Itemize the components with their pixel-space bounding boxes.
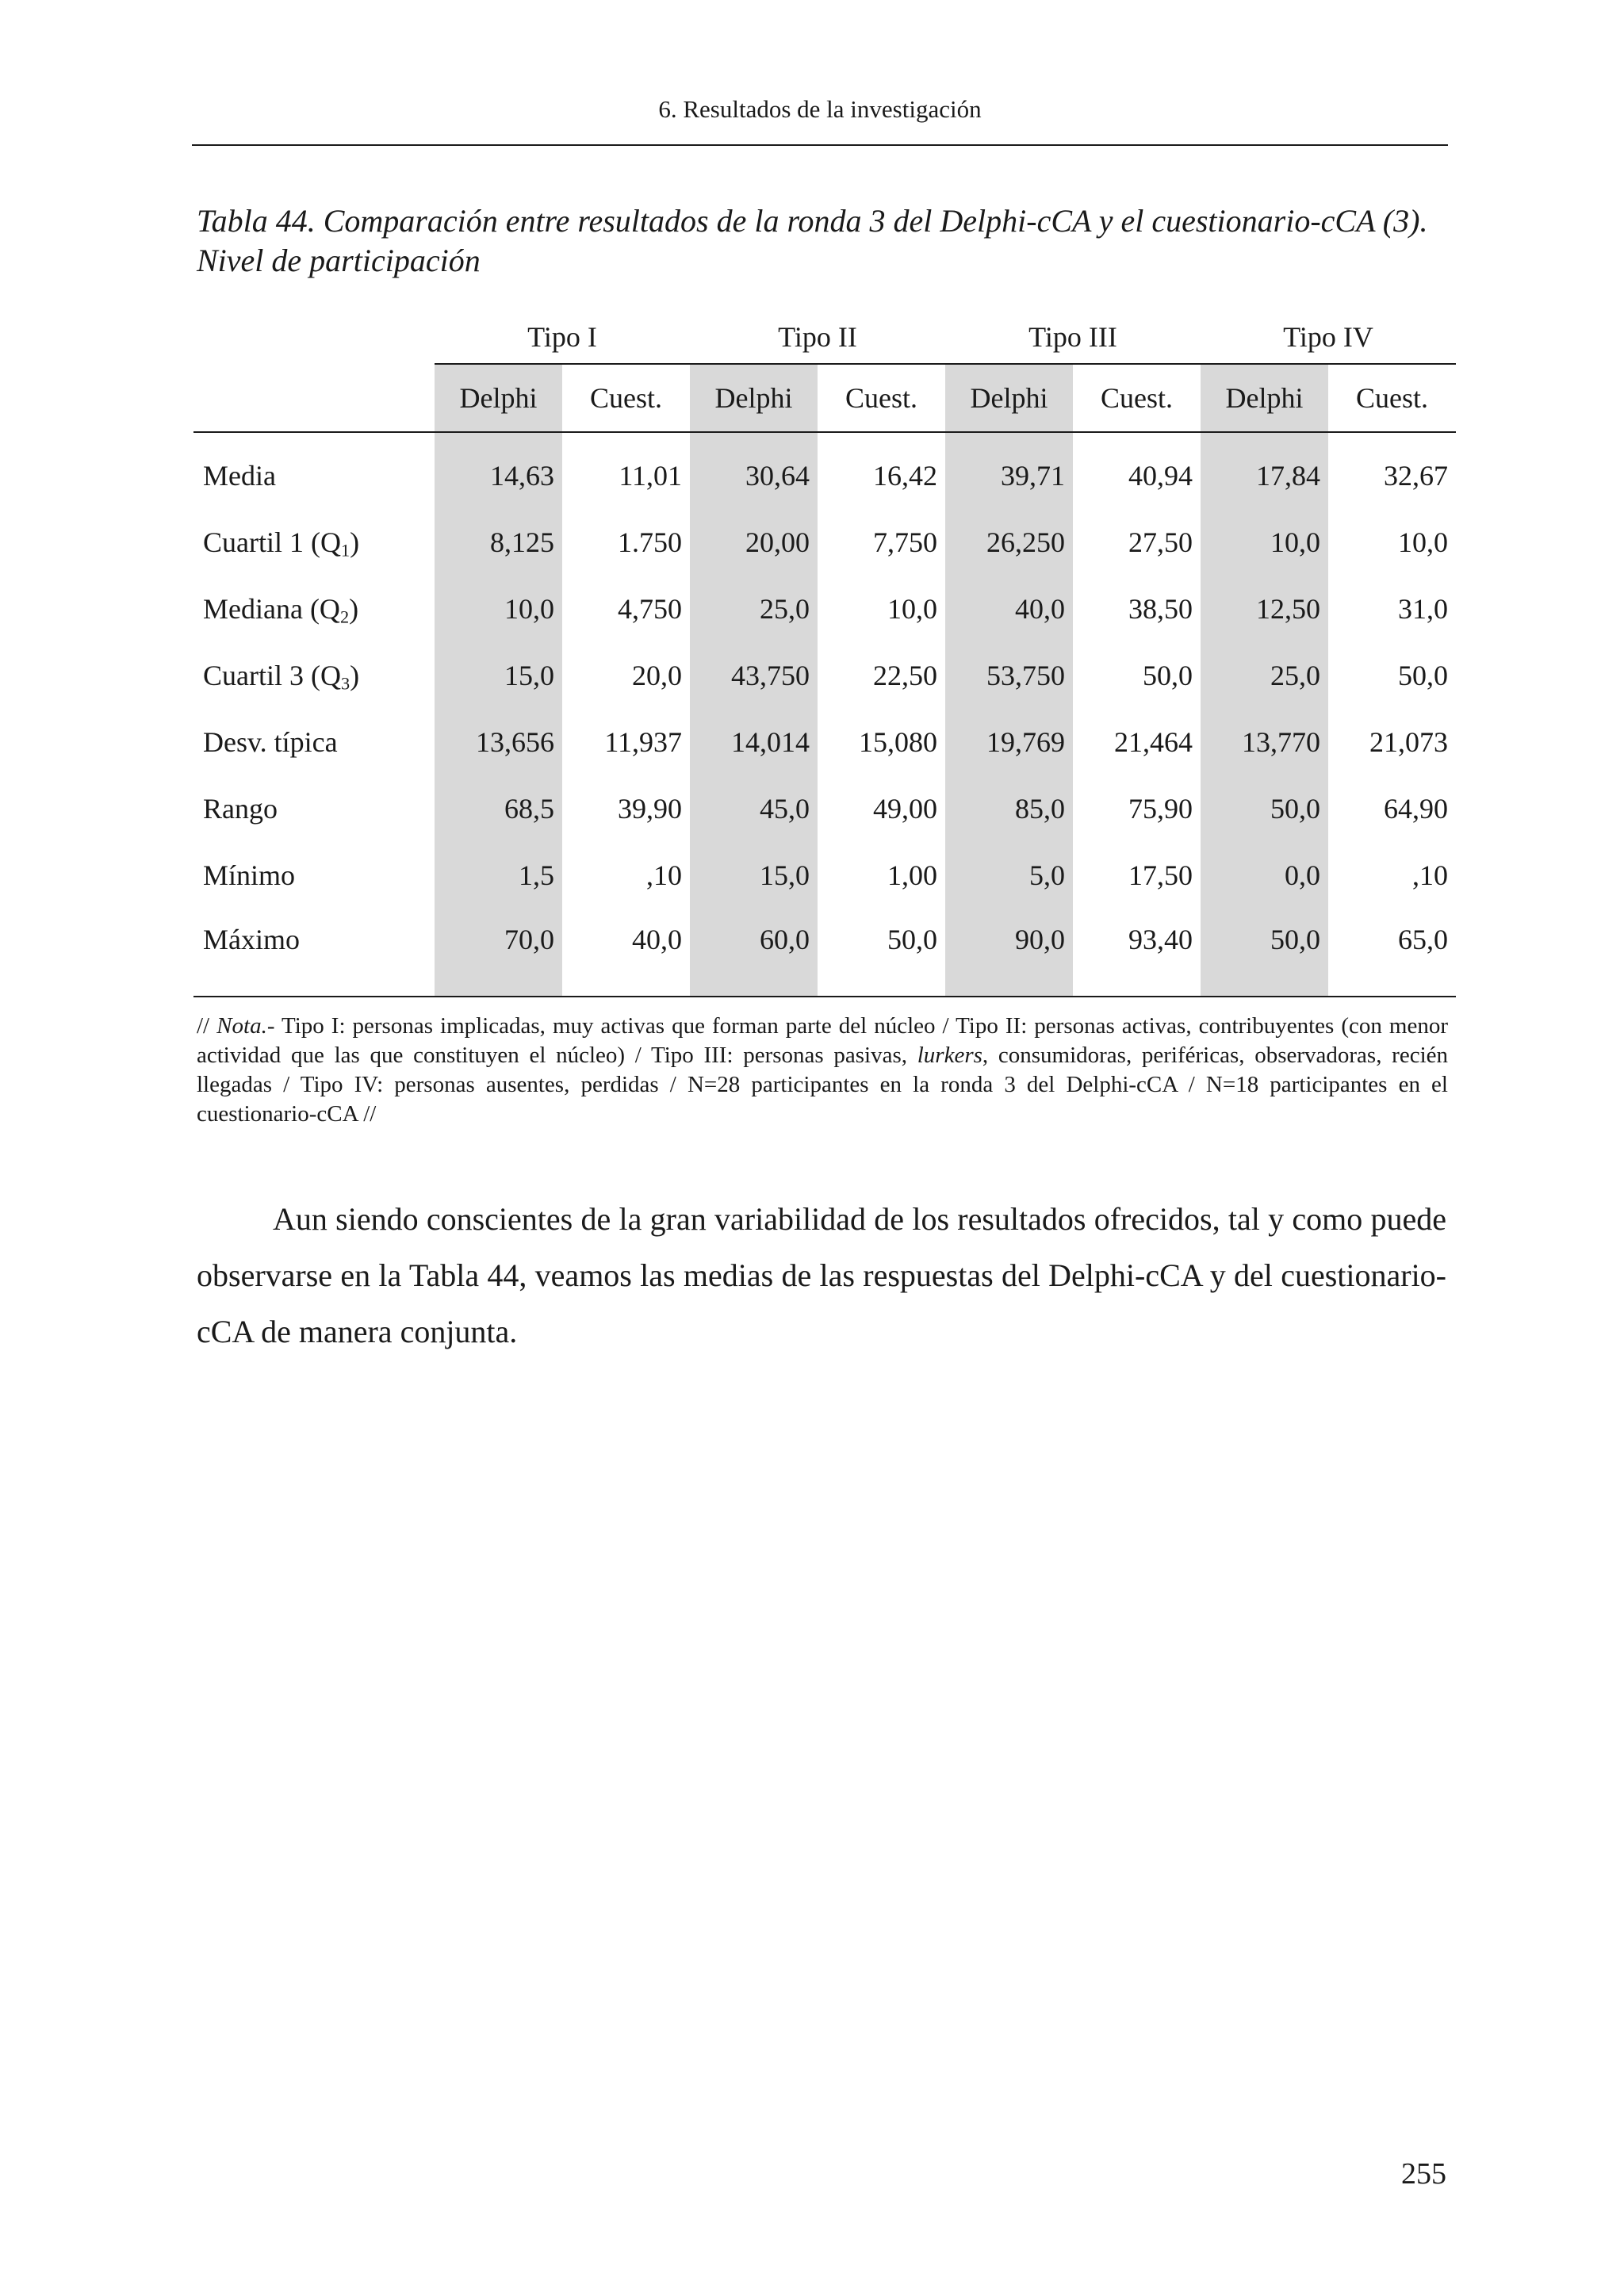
value-cell: 19,769: [945, 709, 1073, 775]
subheader-cell: Delphi: [690, 364, 818, 432]
value-cell: 85,0: [945, 775, 1073, 842]
value-cell: 8,125: [435, 509, 562, 576]
value-cell: 32,67: [1384, 460, 1449, 492]
value-cell: 21,073: [1369, 726, 1449, 758]
subheader-cell: Cuest.: [818, 364, 945, 432]
table-row: [193, 576, 1456, 642]
row-label-text: Mínimo: [203, 859, 296, 891]
running-header: 6. Resultados de la investigación: [658, 95, 982, 123]
value-cell: 39,71: [945, 442, 1073, 509]
row-label-text: Cuartil 3 (Q: [203, 660, 341, 691]
row-label-text: Mediana (Q: [203, 593, 340, 625]
value-cell: 25,0: [1201, 642, 1328, 709]
table-row: [193, 709, 1456, 775]
table-row: [193, 842, 1456, 909]
value-cell: 93,40: [1073, 909, 1201, 997]
value-cell: 20,00: [690, 509, 818, 576]
corner-cell: [193, 364, 435, 432]
value-cell: 7,750: [873, 526, 938, 558]
row-label-suffix: ): [349, 593, 359, 625]
row-label-text: Rango: [203, 793, 278, 825]
subheader-cell: Cuest.: [562, 364, 690, 432]
value-cell: 5,0: [945, 842, 1073, 909]
value-cell: 39,90: [618, 793, 682, 825]
spacer-cell: [435, 432, 562, 442]
value-cell: 64,90: [1384, 793, 1449, 825]
note-lead: Nota.-: [216, 1013, 275, 1039]
row-label: [193, 509, 435, 576]
value-cell: 10,0: [1201, 509, 1328, 576]
row-label-text: Cuartil 1 (Q: [203, 526, 341, 558]
body-paragraph: Aun siendo conscientes de la gran variabilidad de los resultados ofrecidos, tal y como puede observarse en la Tabla 44, veamos las medias de las respuestas del Delphi-cCA y del cuestionario-cCA de manera conjunta.: [197, 1201, 1446, 1349]
value-cell: 49,00: [873, 793, 938, 825]
spacer-cell: [818, 432, 945, 442]
value-cell: 10,0: [435, 576, 562, 642]
value-cell: 40,0: [562, 909, 690, 997]
value-cell: 50,0: [1201, 909, 1328, 997]
value-cell: 68,5: [435, 775, 562, 842]
value-cell: 1.750: [618, 526, 682, 558]
value-cell: 16,42: [873, 460, 938, 492]
spacer-row: [193, 432, 1456, 442]
value-cell: 11,01: [619, 460, 682, 492]
value-cell: 40,0: [945, 576, 1073, 642]
note-open: //: [197, 1013, 210, 1039]
value-cell: 90,0: [945, 909, 1073, 997]
spacer-cell: [1201, 432, 1328, 442]
row-label: [193, 642, 435, 709]
subheader-cell: Delphi: [945, 364, 1073, 432]
value-cell: 14,63: [435, 442, 562, 509]
note-part1: Tipo I: personas implicadas, muy activas que forman parte del núcleo / Tipo II: personas activas, contribuyentes (con menor actividad que las que constituyen el núcleo) / Tipo III: personas pasivas,: [197, 1013, 1449, 1068]
group-header: Tipo III: [945, 311, 1201, 364]
value-cell: 10,0: [887, 593, 938, 625]
spacer-cell: [193, 432, 435, 442]
spacer-cell: [562, 432, 690, 442]
value-cell: 65,0: [1328, 909, 1456, 997]
subheader-cell: Delphi: [1201, 364, 1328, 432]
group-header: Tipo I: [435, 311, 690, 364]
table-row: [193, 509, 1456, 576]
value-cell: 13,656: [435, 709, 562, 775]
value-cell: 22,50: [873, 660, 938, 691]
corner-cell: [193, 311, 435, 364]
value-cell: 75,90: [1128, 793, 1193, 825]
value-cell: 10,0: [1398, 526, 1449, 558]
row-label-text: Máximo: [203, 924, 300, 955]
value-cell: 50,0: [818, 909, 945, 997]
spacer-cell: [690, 432, 818, 442]
table-body: [193, 432, 1456, 997]
row-label: [193, 442, 435, 509]
value-cell: 50,0: [1398, 660, 1449, 691]
value-cell: 38,50: [1128, 593, 1193, 625]
row-label: [193, 909, 435, 997]
statistics-table: [193, 311, 1456, 997]
row-label-text: Media: [203, 460, 276, 492]
value-cell: 14,014: [690, 709, 818, 775]
row-label: [193, 775, 435, 842]
value-cell: 27,50: [1128, 526, 1193, 558]
row-label-subscript: 1: [340, 540, 350, 561]
table-caption: Tabla 44. Comparación entre resultados de la ronda 3 del Delphi-cCA y el cuestionario-cCA (3). Nivel de participación: [197, 203, 1428, 278]
value-cell: 20,0: [632, 660, 682, 691]
row-label: [193, 576, 435, 642]
table-row: [193, 442, 1456, 509]
row-label-subscript: 3: [340, 673, 350, 694]
subheader-cell: Delphi: [435, 364, 562, 432]
spacer-cell: [1328, 432, 1456, 442]
group-header-row: [193, 311, 1456, 364]
value-cell: 15,080: [859, 726, 938, 758]
table-row: [193, 909, 1456, 997]
value-cell: 45,0: [690, 775, 818, 842]
row-label-subscript: 2: [339, 607, 350, 627]
value-cell: 15,0: [690, 842, 818, 909]
subheader-cell: Cuest.: [1328, 364, 1456, 432]
value-cell: 31,0: [1398, 593, 1449, 625]
value-cell: 25,0: [690, 576, 818, 642]
value-cell: 1,00: [887, 859, 938, 891]
row-label-text: Desv. típica: [203, 726, 338, 758]
value-cell: 53,750: [945, 642, 1073, 709]
value-cell: 17,50: [1128, 859, 1193, 891]
value-cell: ,10: [1412, 859, 1449, 891]
value-cell: 15,0: [435, 642, 562, 709]
value-cell: 50,0: [1201, 775, 1328, 842]
table-row: [193, 642, 1456, 709]
table-note: [197, 1012, 1448, 1129]
note-part2: , consumidoras, periféricas, observadoras, recién llegadas / Tipo IV: personas ausentes, perdidas / N=28 participantes en la ronda 3 del Delphi-cCA / N=18 participantes en el cuestionario-cCA //: [197, 1043, 1449, 1127]
value-cell: 60,0: [690, 909, 818, 997]
row-label-suffix: ): [350, 660, 360, 691]
value-cell: 43,750: [690, 642, 818, 709]
spacer-cell: [945, 432, 1073, 442]
value-cell: 50,0: [1143, 660, 1193, 691]
note-italic-word: lurkers: [917, 1043, 982, 1068]
value-cell: 0,0: [1201, 842, 1328, 909]
value-cell: 11,937: [604, 726, 682, 758]
statistics-table-container: [193, 311, 1456, 997]
value-cell: ,10: [646, 859, 682, 891]
row-label: [193, 709, 435, 775]
page-number: 255: [1401, 2157, 1446, 2191]
value-cell: 12,50: [1201, 576, 1328, 642]
row-label-suffix: ): [350, 526, 360, 558]
subheader-row: [193, 364, 1456, 432]
spacer-cell: [1073, 432, 1201, 442]
header-rule: [192, 144, 1448, 146]
value-cell: 21,464: [1114, 726, 1193, 758]
row-label: [193, 842, 435, 909]
value-cell: 26,250: [945, 509, 1073, 576]
subheader-cell: Cuest.: [1073, 364, 1201, 432]
group-header: Tipo IV: [1201, 311, 1456, 364]
value-cell: 4,750: [618, 593, 682, 625]
value-cell: 70,0: [435, 909, 562, 997]
value-cell: 1,5: [435, 842, 562, 909]
table-row: [193, 775, 1456, 842]
value-cell: 30,64: [690, 442, 818, 509]
value-cell: 40,94: [1128, 460, 1193, 492]
value-cell: 13,770: [1201, 709, 1328, 775]
group-header: Tipo II: [690, 311, 945, 364]
value-cell: 17,84: [1201, 442, 1328, 509]
